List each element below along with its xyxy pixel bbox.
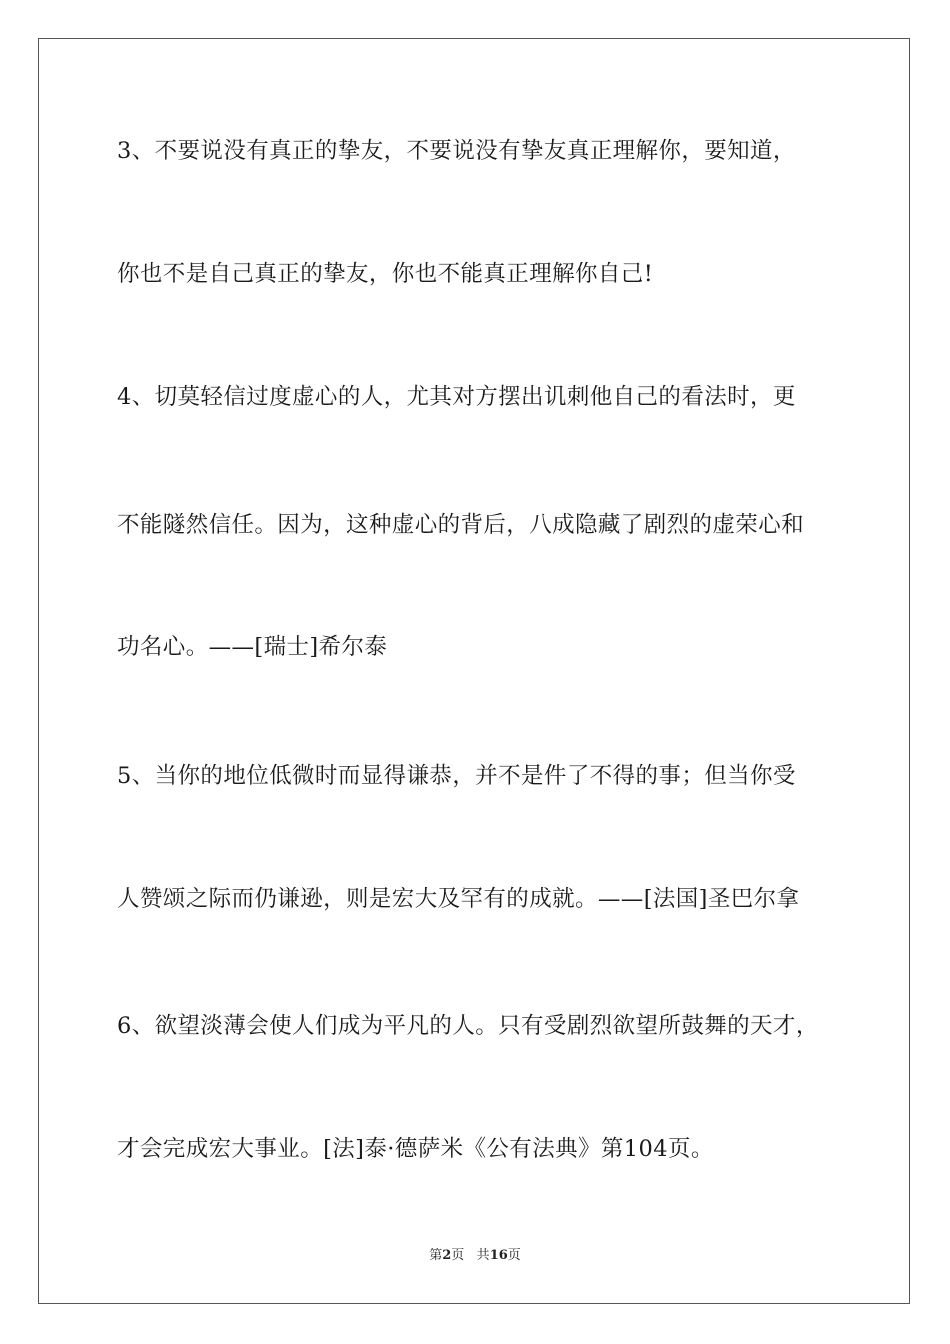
footer-total-prefix: 共 [476, 1248, 490, 1263]
text-line-9: 才会完成宏大事业。[法]泰·德萨米《公有法典》第104页。 [117, 1136, 714, 1162]
text-line-3: 4、切莫轻信过度虚心的人，尤其对方摆出讥刺他自己的看法时，更 [117, 384, 796, 410]
footer-total-pages: 16 [489, 1248, 508, 1263]
page-border [38, 38, 910, 1304]
page-footer [0, 1247, 950, 1265]
text-line-4: 不能隧然信任。因为，这种虚心的背后，八成隐藏了剧烈的虚荣心和 [117, 512, 805, 538]
text-line-5: 功名心。——[瑞士]希尔泰 [117, 634, 388, 660]
footer-prefix: 第 [429, 1248, 443, 1263]
text-line-2: 你也不是自己真正的挚友，你也不能真正理解你自己! [117, 261, 654, 287]
footer-total-suffix: 页 [507, 1248, 521, 1263]
footer-page-number: 2 [442, 1248, 452, 1263]
text-line-6: 5、当你的地位低微时而显得谦恭，并不是件了不得的事；但当你受 [117, 763, 796, 789]
text-line-7: 人赞颂之际而仍谦逊，则是宏大及罕有的成就。——[法国]圣巴尔拿 [117, 886, 800, 912]
footer-page-suffix: 页 [451, 1248, 465, 1263]
text-line-1: 3、不要说没有真正的挚友，不要说没有挚友真正理解你，要知道， [117, 138, 796, 164]
text-line-8: 6、欲望淡薄会使人们成为平凡的人。只有受剧烈欲望所鼓舞的天才， [117, 1013, 819, 1039]
